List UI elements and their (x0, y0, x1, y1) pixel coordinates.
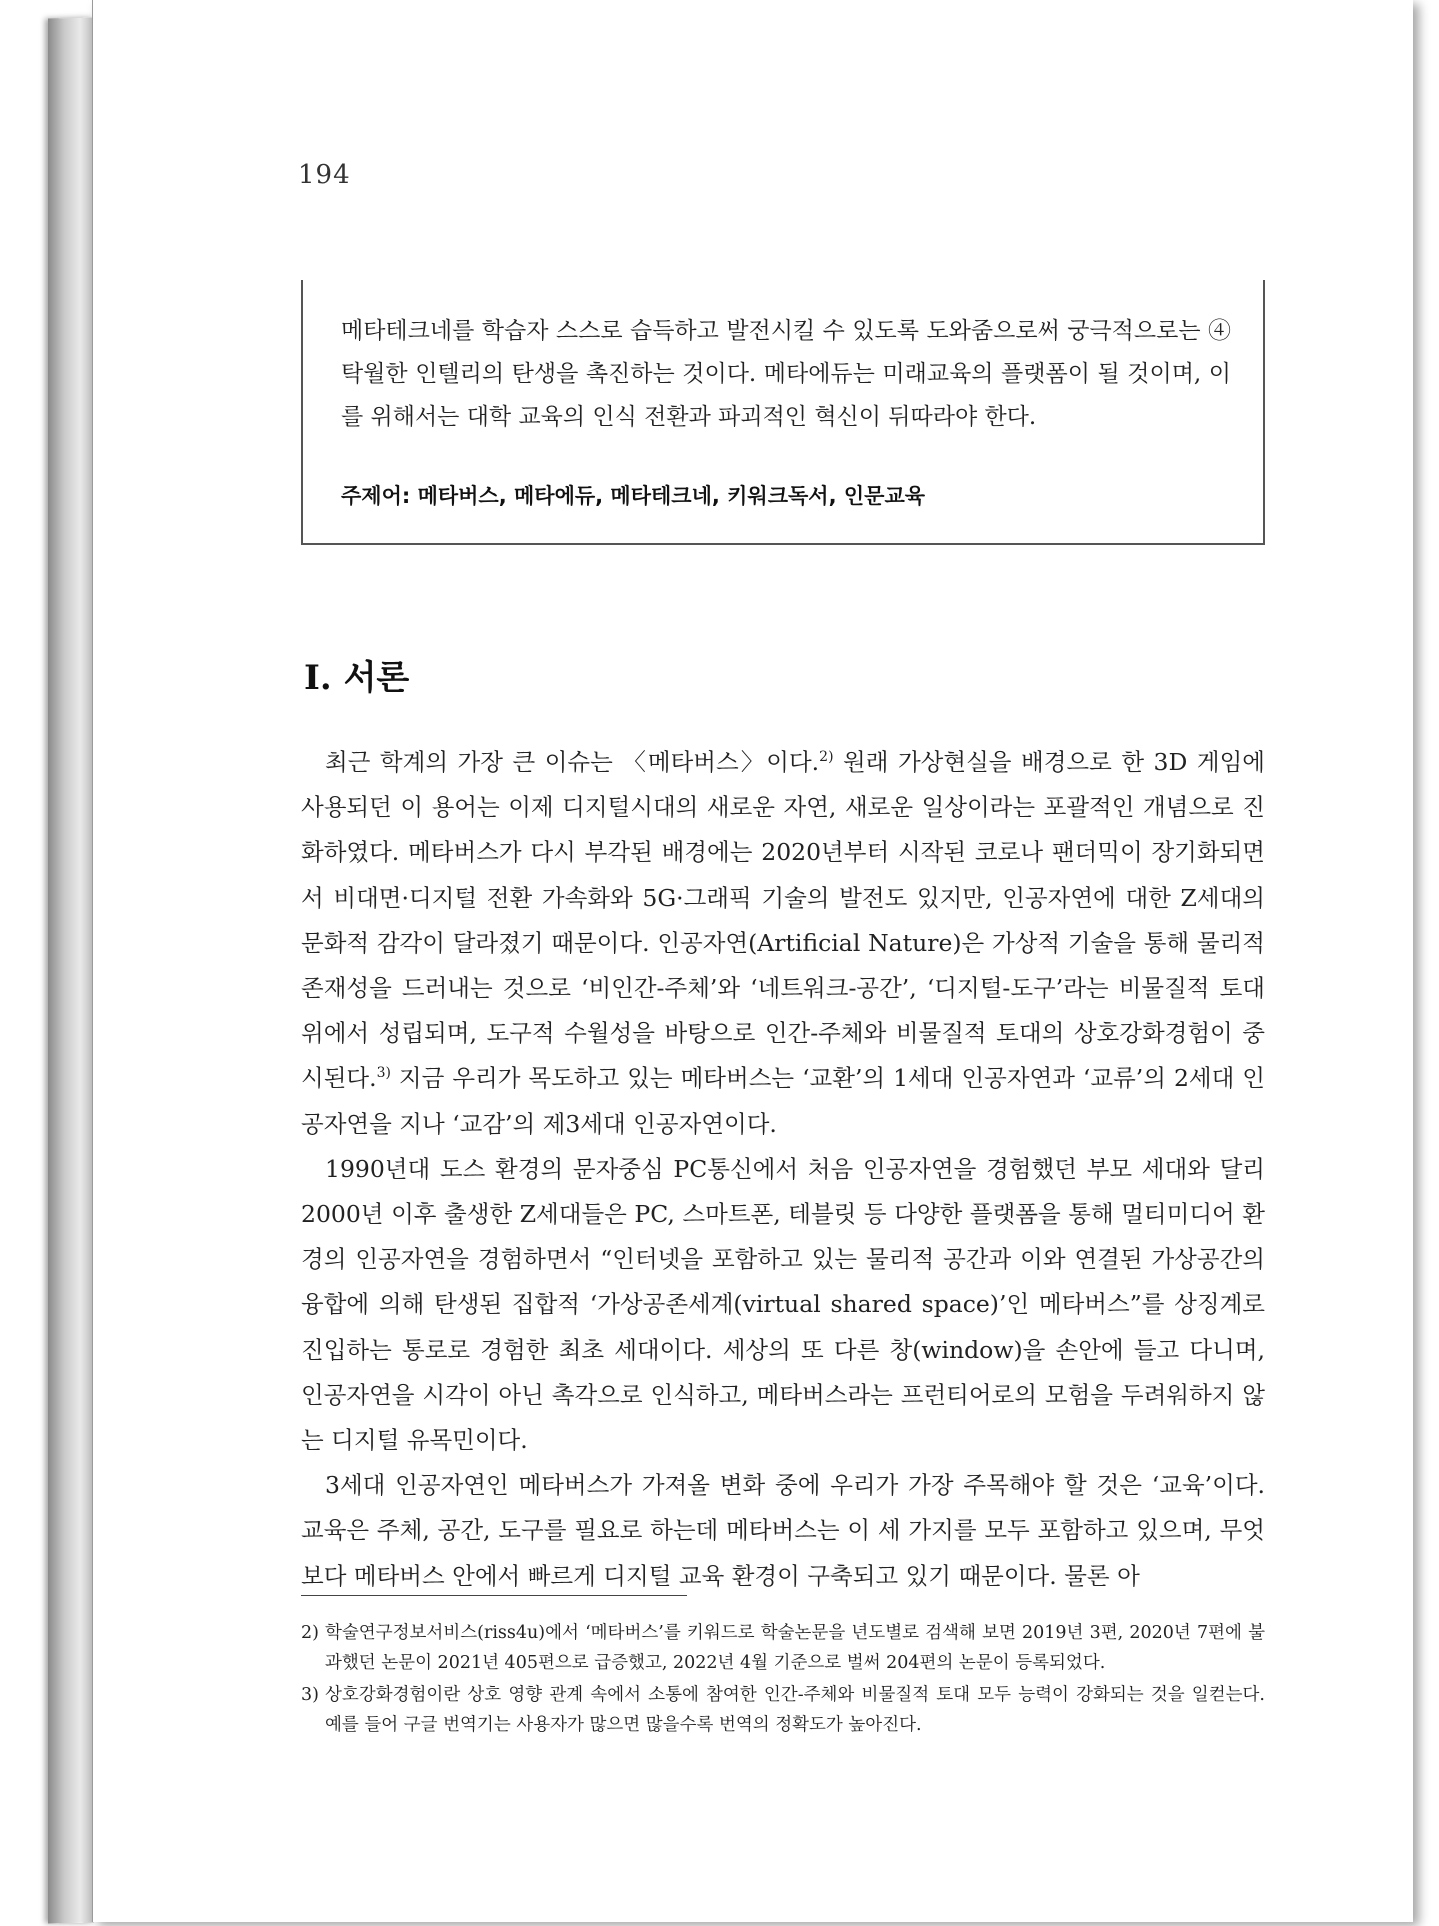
footnote-2-text: 학술연구정보서비스(riss4u)에서 ‘메타버스’를 키워드로 학술논문을 년도별로 검색해 보면 2019년 3편, 2020년 7편에 불과했던 논문이 2021년 405편으로 급증했고, 2022년 4월 기준으로 벌써 204편의 논문이 등록되었다. (325, 1623, 1265, 1673)
footnote-3-text: 상호강화경험이란 상호 영향 관계 속에서 소통에 참여한 인간-주체와 비물질적 토대 모두 능력이 강화되는 것을 일컫는다. 예를 들어 구글 번역기는 사용자가 많으면 많을수록 번역의 정확도가 높아진다. (325, 1685, 1265, 1735)
paragraph-2: 1990년대 도스 환경의 문자중심 PC통신에서 처음 인공자연을 경험했던 부모 세대와 달리 2000년 이후 출생한 Z세대들은 PC, 스마트폰, 테블릿 등 다양한 플랫폼을 통해 멀티미디어 환경의 인공자연을 경험하면서 “인터넷을 포함하고 있는 물리적 공간과 이와 연결된 가상공간의 융합에 의해 탄생된 집합적 ‘가상공존세계(virtual shared space)’인 메타버스”를 상징계로 진입하는 통로로 경험한 최초 세대이다. 세상의 또 다른 창(window)을 손안에 들고 다니며, 인공자연을 시각이 아닌 촉각으로 인식하고, 메타버스라는 프런티어로의 모험을 두려워하지 않는 디지털 유목민이다. (301, 1154, 1265, 1455)
footnote-3 (301, 1680, 1265, 1740)
footnote-2-number: 2) (301, 1623, 319, 1643)
page-number: 194 (298, 160, 351, 190)
abstract-text: 메타테크네를 학습자 스스로 습득하고 발전시킬 수 있도록 도와줌으로써 궁극적으로는 ④ 탁월한 인텔리의 탄생을 촉진하는 것이다. 메타에듀는 미래교육의 플랫폼이 될 것이며, 이를 위해서는 대학 교육의 인식 전환과 파괴적인 혁신이 뒤따라야 한다. (341, 318, 1231, 430)
footnote-ref-2: 2) (819, 749, 834, 766)
book-spine (48, 18, 94, 1924)
footnote-ref-3: 3) (376, 1065, 391, 1082)
paragraph-1-part-a: 최근 학계의 가장 큰 이슈는 〈메타버스〉이다. (325, 748, 820, 776)
keywords: 주제어: 메타버스, 메타에듀, 메타테크네, 키워크독서, 인문교육 (341, 484, 926, 508)
paragraph-3: 3세대 인공자연인 메타버스가 가져올 변화 중에 우리가 가장 주목해야 할 것은 ‘교육’이다. 교육은 주체, 공간, 도구를 필요로 하는데 메타버스는 이 세 가지를 모두 포함하고 있으며, 무엇보다 메타버스 안에서 빠르게 디지털 교육 환경이 구축되고 있기 때문이다. 물론 아 (301, 1471, 1265, 1590)
footnote-2 (301, 1618, 1265, 1678)
footnote-3-number: 3) (301, 1685, 319, 1705)
paragraph-1-part-b: 원래 가상현실을 배경으로 한 3D 게임에 사용되던 이 용어는 이제 디지털시대의 새로운 자연, 새로운 일상이라는 포괄적인 개념으로 진화하였다. 메타버스가 다시 부각된 배경에는 2020년부터 시작된 코로나 팬더믹이 장기화되면서 비대면·디지털 전환 가속화와 5G·그래픽 기술의 발전도 있지만, 인공자연에 대한 Z세대의 문화적 감각이 달라졌기 때문이다. 인공자연(Artificial Nature)은 가상적 기술을 통해 물리적 존재성을 드러내는 것으로 ‘비인간-주체’와 ‘네트워크-공간’, ‘디지털-도구’라는 비물질적 토대 위에서 성립되며, 도구적 수월성을 바탕으로 인간-주체와 비물질적 토대의 상호강화경험이 중시된다. (301, 748, 1265, 1093)
footnotes (301, 1618, 1265, 1742)
abstract-box (301, 280, 1265, 545)
footnote-divider (301, 1595, 687, 1596)
paragraph-1 (301, 740, 1265, 1147)
paragraph-1-part-c: 지금 우리가 목도하고 있는 메타버스는 ‘교환’의 1세대 인공자연과 ‘교류’의 2세대 인공자연을 지나 ‘교감’의 제3세대 인공자연이다. (301, 1064, 1265, 1138)
section-title: Ⅰ. 서론 (304, 658, 410, 698)
body-text (301, 740, 1265, 1599)
